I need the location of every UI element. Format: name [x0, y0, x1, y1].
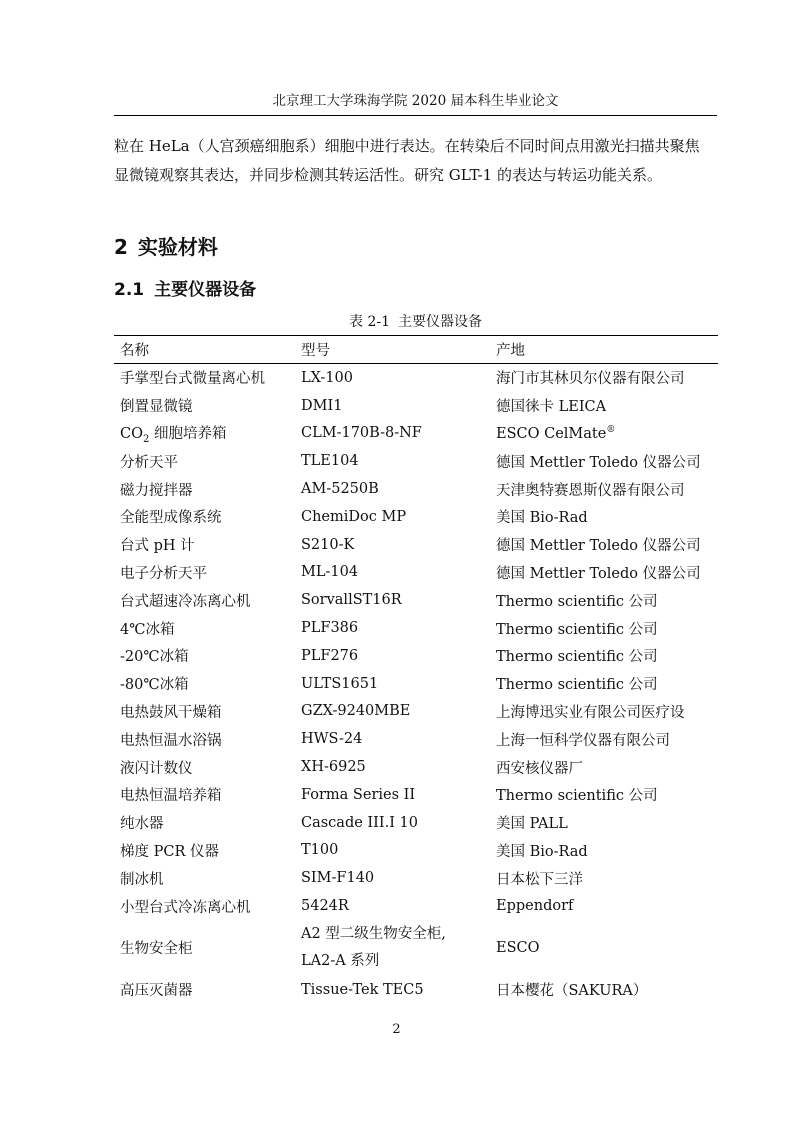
cell-origin-superscript: ®	[606, 425, 616, 436]
table-caption-number: 表 2-1	[349, 314, 390, 330]
table-row	[114, 614, 718, 642]
table-row	[114, 920, 718, 976]
intro-paragraph	[114, 132, 718, 190]
cell-name-subscript: 2	[142, 433, 150, 445]
cell-origin: Eppendorf	[496, 898, 574, 915]
cell-name: 分析天平	[120, 454, 178, 471]
table-row	[114, 642, 718, 670]
cell-origin: 德国 Mettler Toledo 仪器公司	[496, 538, 701, 555]
cell-name: 全能型成像系统	[120, 510, 222, 527]
cell-name: 台式 pH 计	[120, 538, 195, 555]
table-row	[114, 447, 718, 475]
cell-origin: Thermo scientific 公司	[496, 788, 658, 805]
table-caption-title: 主要仪器设备	[398, 314, 482, 330]
table-row	[114, 670, 718, 698]
cell-name-prefix: CO	[120, 426, 143, 443]
section-heading	[114, 233, 218, 261]
cell-origin: Thermo scientific 公司	[496, 677, 658, 694]
cell-model: SorvallST16R	[301, 592, 402, 609]
cell-model-line-2: LA2-A 系列	[301, 952, 380, 969]
cell-model: SIM-F140	[301, 870, 375, 887]
cell-model: HWS-24	[301, 731, 363, 748]
cell-model	[301, 921, 496, 975]
cell-name: 电热鼓风干燥箱	[120, 704, 222, 721]
table-row	[114, 531, 718, 559]
cell-origin: 西安核仪器厂	[496, 760, 583, 777]
table-row	[114, 392, 718, 420]
cell-origin: Thermo scientific 公司	[496, 593, 658, 610]
cell-origin: 上海博迅实业有限公司医疗设	[496, 704, 685, 721]
cell-model: TLE104	[301, 453, 359, 470]
page-header: 北京理工大学珠海学院 2020 届本科生毕业论文	[272, 93, 559, 109]
cell-name: 倒置显微镜	[120, 399, 193, 416]
header-rule	[114, 115, 717, 116]
cell-origin	[496, 425, 718, 442]
table-row	[114, 753, 718, 781]
cell-name: 高压灭菌器	[120, 983, 193, 1000]
cell-origin: 美国 Bio-Rad	[496, 843, 588, 860]
cell-origin: 美国 PALL	[496, 816, 568, 833]
table-row	[114, 420, 718, 448]
cell-name: 电热恒温水浴锅	[120, 732, 222, 749]
subsection-number: 2.1	[114, 280, 145, 300]
cell-origin-main: ESCO CelMate	[496, 425, 607, 442]
table-row	[114, 864, 718, 892]
cell-model: ML-104	[301, 564, 359, 581]
cell-name: 电热恒温培养箱	[120, 788, 222, 805]
cell-origin: 日本松下三洋	[496, 871, 583, 888]
cell-name: 生物安全柜	[120, 941, 193, 958]
cell-model: AM-5250B	[301, 481, 379, 498]
cell-origin: 美国 Bio-Rad	[496, 510, 588, 527]
cell-name: 梯度 PCR 仪器	[120, 843, 219, 860]
table-row	[114, 837, 718, 865]
cell-name: 手掌型台式微量离心机	[120, 371, 265, 388]
cell-model: Forma Series II	[301, 786, 416, 803]
cell-name	[114, 422, 301, 445]
intro-line-2: 显微镜观察其表达，并同步检测其转运活性。研究 GLT-1 的表达与转运功能关系。	[114, 166, 662, 184]
header-name: 名称	[120, 343, 149, 359]
table-row	[114, 725, 718, 753]
header-origin: 产地	[496, 343, 525, 359]
table-row	[114, 503, 718, 531]
cell-model: Tissue-Tek TEC5	[301, 981, 424, 998]
cell-model: LX-100	[301, 369, 354, 386]
cell-name: 台式超速冷冻离心机	[120, 593, 251, 610]
cell-name: 制冰机	[120, 871, 164, 888]
cell-origin: Thermo scientific 公司	[496, 649, 658, 666]
cell-origin: 德国 Mettler Toledo 仪器公司	[496, 454, 701, 471]
cell-origin: Thermo scientific 公司	[496, 621, 658, 638]
cell-origin: 德国 Mettler Toledo 仪器公司	[496, 565, 701, 582]
cell-model: CLM-170B-8-NF	[301, 425, 422, 442]
cell-name: 4℃冰箱	[120, 621, 175, 638]
cell-name: 小型台式冷冻离心机	[120, 899, 251, 916]
cell-origin: 上海一恒科学仪器有限公司	[496, 732, 670, 749]
section-title: 实验材料	[137, 235, 218, 259]
table-row	[114, 586, 718, 614]
cell-name: 液闪计数仪	[120, 760, 193, 777]
cell-model: 5424R	[301, 898, 349, 915]
cell-model: PLF276	[301, 647, 359, 664]
cell-model: S210-K	[301, 536, 355, 553]
section-number: 2	[114, 235, 128, 259]
cell-model: GZX-9240MBE	[301, 703, 411, 720]
subsection-title: 主要仪器设备	[154, 280, 257, 300]
cell-name: 电子分析天平	[120, 565, 207, 582]
cell-model: XH-6925	[301, 759, 366, 776]
equipment-table	[114, 335, 718, 1004]
cell-model: T100	[301, 842, 339, 859]
table-row	[114, 364, 718, 392]
cell-model: PLF386	[301, 620, 359, 637]
table-row	[114, 809, 718, 837]
table-row	[114, 892, 718, 920]
table-row	[114, 976, 718, 1004]
cell-origin: 日本樱花（SAKURA）	[496, 983, 648, 1000]
cell-origin: 德国徕卡 LEICA	[496, 399, 607, 416]
cell-name: 纯水器	[120, 816, 164, 833]
table-row	[114, 698, 718, 726]
cell-name: 磁力搅拌器	[120, 482, 193, 499]
cell-name-suffix: 细胞培养箱	[149, 426, 227, 443]
table-caption	[114, 312, 717, 332]
table-row	[114, 559, 718, 587]
cell-model-line-1: A2 型二级生物安全柜,	[301, 925, 446, 942]
cell-model: DMI1	[301, 397, 343, 414]
cell-origin: ESCO	[496, 939, 540, 956]
cell-origin: 海门市其林贝尔仪器有限公司	[496, 371, 685, 388]
header-model: 型号	[301, 343, 330, 359]
table-row	[114, 475, 718, 503]
page-number: 2	[392, 1022, 401, 1037]
subsection-heading	[114, 277, 256, 303]
cell-name: -80℃冰箱	[120, 677, 189, 694]
cell-name: -20℃冰箱	[120, 649, 189, 666]
cell-model: ULTS1651	[301, 675, 379, 692]
table-header-row	[114, 336, 718, 363]
table-row	[114, 781, 718, 809]
cell-model: Cascade III.I 10	[301, 814, 418, 831]
intro-line-1: 粒在 HeLa（人宫颈癌细胞系）细胞中进行表达。在转染后不同时间点用激光扫描共聚焦	[114, 137, 700, 155]
cell-model: ChemiDoc MP	[301, 508, 407, 525]
cell-origin: 天津奥特赛恩斯仪器有限公司	[496, 482, 685, 499]
